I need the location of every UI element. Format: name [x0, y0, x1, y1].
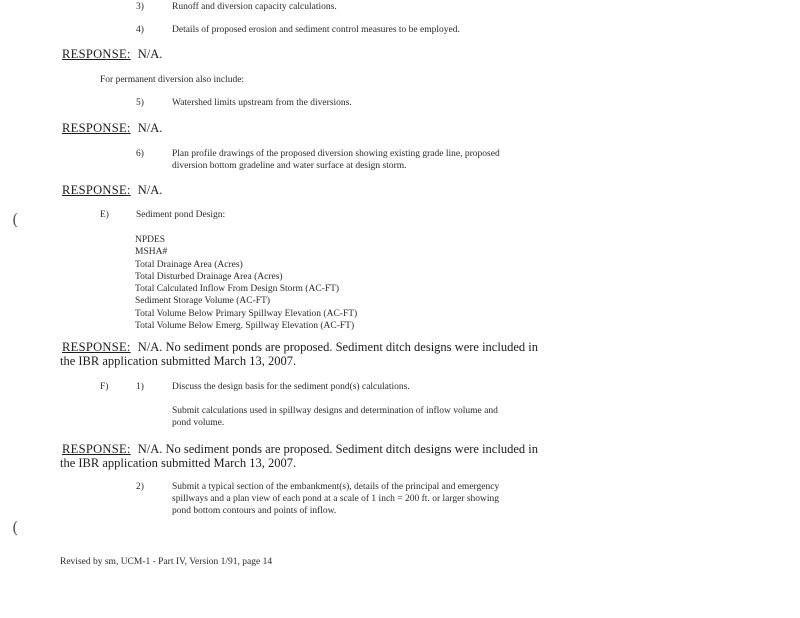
pond-field: Total Volume Below Primary Spillway Elevation (AC-FT): [135, 308, 358, 319]
item-f1-text: Discuss the design basis for the sediment pond(s) calculations.: [172, 382, 410, 392]
permanent-diversion-intro: For permanent diversion also include:: [100, 75, 245, 85]
response-label: RESPONSE:: [62, 183, 131, 197]
item-f1-sub-line-2: pond volume.: [172, 418, 225, 428]
response-label: RESPONSE:: [62, 121, 131, 135]
item-3-number: 3): [136, 2, 144, 12]
response-3: [62, 182, 162, 198]
item-f-letter: F): [100, 382, 109, 392]
item-4-text: Details of proposed erosion and sediment control measures to be employed.: [172, 25, 460, 35]
margin-bracket-mark: (: [12, 210, 19, 229]
response-text: N/A.: [137, 121, 163, 135]
pond-field-list: [135, 234, 357, 332]
response-4-continuation: the IBR application submitted March 13, 2007.: [60, 354, 297, 368]
pond-field: MSHA#: [135, 247, 168, 258]
item-f2-text-line-1: Submit a typical section of the embankment(s), details of the principal and emergency: [172, 482, 500, 492]
response-text: N/A. No sediment ponds are proposed. Sediment ditch designs were included in: [137, 442, 538, 456]
page-footer: Revised by sm, UCM-1 - Part IV, Version 1/91, page 14: [60, 557, 273, 567]
item-6-number: 6): [136, 149, 144, 159]
item-6-text-line-2: diversion bottom gradeline and water surface at design storm.: [172, 161, 407, 171]
item-e-text: Sediment pond Design:: [136, 210, 226, 220]
pond-field: Total Disturbed Drainage Area (Acres): [135, 271, 283, 282]
pond-field: Total Drainage Area (Acres): [135, 259, 243, 270]
item-4-number: 4): [136, 25, 144, 35]
margin-bracket-mark: (: [12, 518, 19, 537]
response-5-continuation: the IBR application submitted March 13, 2007.: [60, 456, 297, 470]
item-f1-sub-line-1: Submit calculations used in spillway designs and determination of inflow volume and: [172, 406, 498, 416]
response-1: [62, 46, 162, 62]
item-5-number: 5): [136, 98, 144, 108]
pond-field: Total Calculated Inflow From Design Storm (AC-FT): [135, 284, 340, 295]
item-f1-number: 1): [136, 382, 144, 392]
response-label: RESPONSE:: [62, 47, 131, 61]
pond-field: Total Volume Below Emerg. Spillway Elevation (AC-FT): [135, 321, 355, 332]
item-5-text: Watershed limits upstream from the diversions.: [172, 98, 352, 108]
item-f2-number: 2): [136, 482, 144, 492]
pond-field: Sediment Storage Volume (AC-FT): [135, 296, 271, 307]
response-text: N/A.: [137, 47, 163, 61]
response-2: [62, 120, 162, 136]
response-label: RESPONSE:: [62, 340, 131, 354]
item-f2-text-line-3: pond bottom contours and points of inflow.: [172, 506, 337, 516]
item-f2-text-line-2: spillways and a plan view of each pond at a scale of 1 inch = 200 ft. or larger showing: [172, 494, 500, 504]
response-text: N/A.: [137, 183, 163, 197]
response-text: N/A. No sediment ponds are proposed. Sediment ditch designs were included in: [137, 340, 538, 354]
item-3-text: Runoff and diversion capacity calculations.: [172, 2, 337, 12]
item-e-letter: E): [100, 210, 109, 220]
response-label: RESPONSE:: [62, 442, 131, 456]
pond-field: NPDES: [135, 235, 166, 245]
item-6-text-line-1: Plan profile drawings of the proposed diversion showing existing grade line, proposed: [172, 149, 500, 159]
